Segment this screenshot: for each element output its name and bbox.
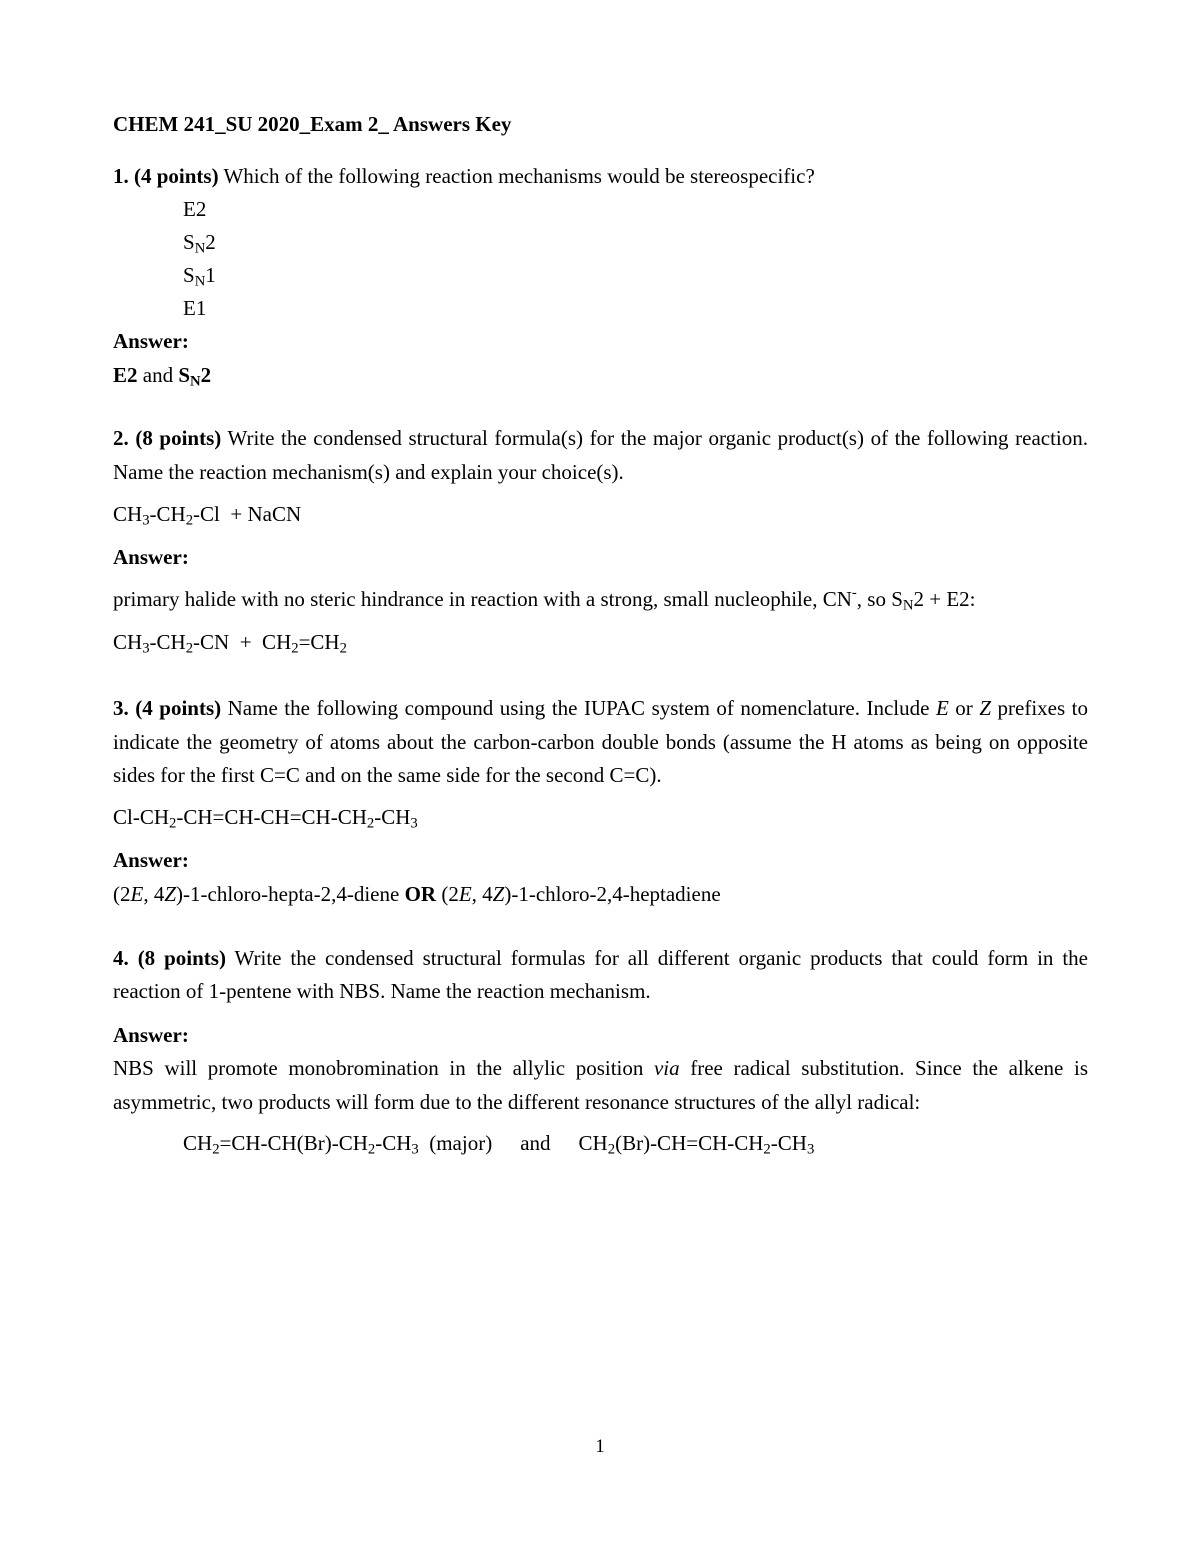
q4-answer: NBS will promote monobromination in the allylic position via free radical substitution. Since the alkene is asymmetric, two products will form due to the different resonance structures of the allyl radical: — [113, 1056, 1088, 1114]
q3-answer: (2E, 4Z)-1-chloro-hepta-2,4-diene OR (2E, 4Z)-1-chloro-2,4-heptadiene — [113, 881, 721, 906]
q1-option-e1: E1 — [183, 296, 207, 321]
q4-number: 4. — [113, 945, 129, 970]
question-2 — [113, 422, 1088, 489]
q4-points: (8 points) — [137, 945, 226, 970]
question-3 — [113, 692, 1088, 793]
q3-answer-label: Answer: — [113, 848, 189, 873]
q2-products-formula: $CH_3-CH_2-CN + CH_2=CH_2$ — [113, 630, 347, 658]
question-1 — [113, 160, 1088, 194]
q1-answer: E2 and $S_N2$ — [113, 362, 212, 390]
q1-option-e2: E2 — [183, 197, 207, 222]
q3-number: 3. — [113, 695, 129, 720]
q1-number: 1. — [113, 163, 129, 188]
page-number: 1 — [595, 1436, 605, 1457]
q2-points: (8 points) — [135, 426, 222, 451]
q2-reactant-formula: $CH_3-CH_2-Cl$ + NaCN — [113, 501, 302, 529]
q3-points: (4 points) — [135, 695, 222, 720]
q1-text: Which of the following reaction mechanisms would be stereospecific? — [223, 163, 815, 188]
document-page — [113, 108, 1088, 1171]
q1-options — [113, 193, 1088, 325]
q4-text: Write the condensed structural formulas for all different organic products that could form in the reaction of 1-pentene with NBS. Name the reaction mechanism. — [113, 945, 1088, 1004]
q2-number: 2. — [113, 426, 129, 451]
q3-compound-formula: $Cl-CH_2-CH=CH-CH=CH-CH_2-CH_3$ — [113, 804, 418, 832]
q4-answer-label: Answer: — [113, 1022, 189, 1047]
q2-text: Write the condensed structural formula(s) for the major organic product(s) of the following reaction. Name the reaction mechanism(s) and explain your choice(s). — [113, 426, 1089, 484]
q2-answer-label: Answer: — [113, 545, 189, 570]
q1-answer-label: Answer: — [113, 329, 189, 354]
q1-option-sn1: $S_N1$ — [183, 263, 216, 290]
q1-points: (4 points) — [134, 163, 219, 188]
q2-explanation: primary halide with no steric hindrance in reaction with a strong, small nucleophile, CN-, so $S_N2 + E2$: — [113, 584, 976, 614]
question-4 — [113, 942, 1088, 1009]
q3-text: Name the following compound using the IUPAC system of nomenclature. Include E or Z prefixes to indicate the geometry of atoms about the carbon-carbon double bonds (assume the H atoms as being on opposite sides for the first C=C and on the same side for the second C=C). — [113, 695, 1088, 788]
page-title: CHEM 241_SU 2020_Exam 2_ Answers Key — [113, 112, 512, 136]
q1-option-sn2: $S_N2$ — [183, 230, 216, 257]
q4-products: $CH_2=CH-CH(Br)-CH_2-CH_3$ (major) and $CH_2(Br)-CH=CH-CH_2-CH_3$ — [183, 1131, 815, 1159]
